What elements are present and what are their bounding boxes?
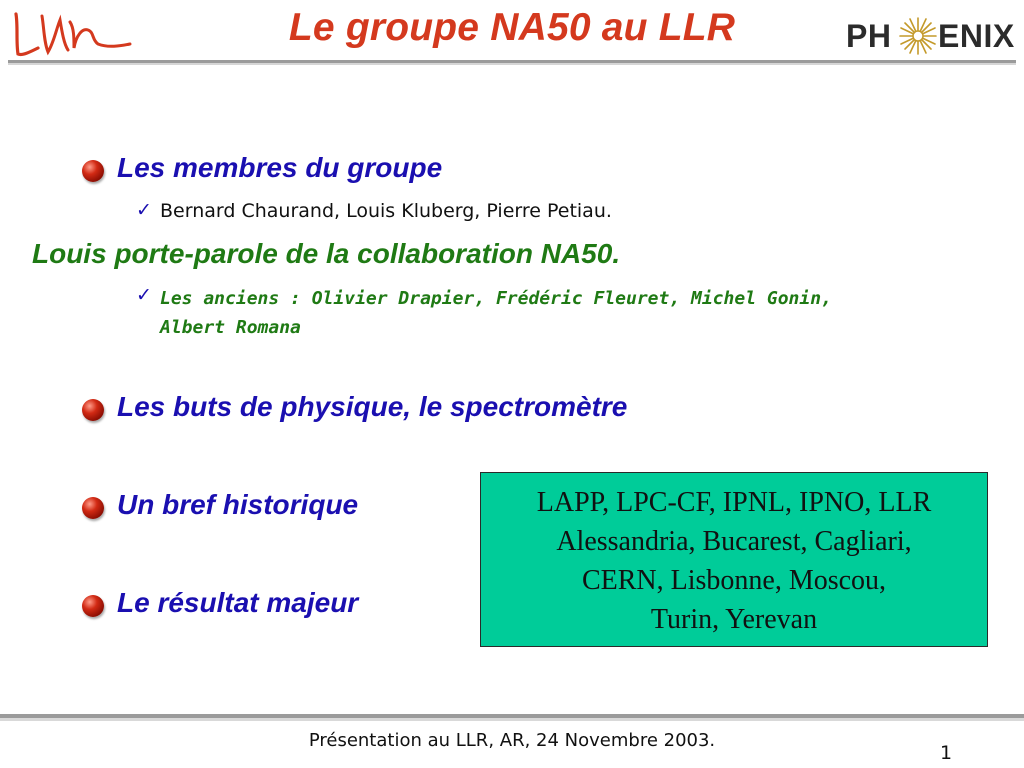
collaboration-line: Turin, Yerevan (650, 604, 818, 635)
red-sphere-bullet-icon (82, 497, 104, 519)
header-divider (8, 60, 1016, 63)
members-list: Bernard Chaurand, Louis Kluberg, Pierre Petiau. (160, 200, 612, 222)
collaboration-line: Alessandria, Bucarest, Cagliari, (556, 526, 912, 557)
starburst-icon (898, 16, 938, 56)
bullet-major-result: Le résultat majeur (117, 587, 359, 618)
collaboration-box (480, 472, 988, 647)
collaboration-line: LAPP, LPC-CF, IPNL, IPNO, LLR (536, 487, 932, 518)
red-sphere-bullet-icon (82, 160, 104, 182)
phenix-logo-right-text: ENIX (938, 18, 1015, 54)
former-members-line1: Les anciens : Olivier Drapier, Frédéric Fleuret, Michel Gonin, (160, 288, 832, 309)
footer-text: Présentation au LLR, AR, 24 Novembre 2003. (308, 730, 716, 751)
page-number: 1 (940, 742, 953, 764)
former-members-line2: Albert Romana (160, 317, 301, 338)
phenix-logo-left-text: PH (846, 18, 892, 54)
checkmark-icon: ✓ (136, 285, 152, 306)
footer-divider (0, 714, 1024, 718)
spokesperson-line: Louis porte-parole de la collaboration NA50. (32, 238, 621, 269)
slide-title: Le groupe NA50 au LLR (288, 6, 736, 49)
bullet-members-heading: Les membres du groupe (117, 152, 443, 183)
collaboration-line: CERN, Lisbonne, Moscou, (581, 565, 887, 596)
bullet-brief-history: Un bref historique (117, 489, 359, 520)
checkmark-icon: ✓ (136, 200, 152, 221)
red-sphere-bullet-icon (82, 595, 104, 617)
bullet-physics-goals: Les buts de physique, le spectromètre (117, 391, 628, 422)
red-sphere-bullet-icon (82, 399, 104, 421)
former-members (160, 284, 980, 342)
phenix-logo (842, 12, 1018, 58)
